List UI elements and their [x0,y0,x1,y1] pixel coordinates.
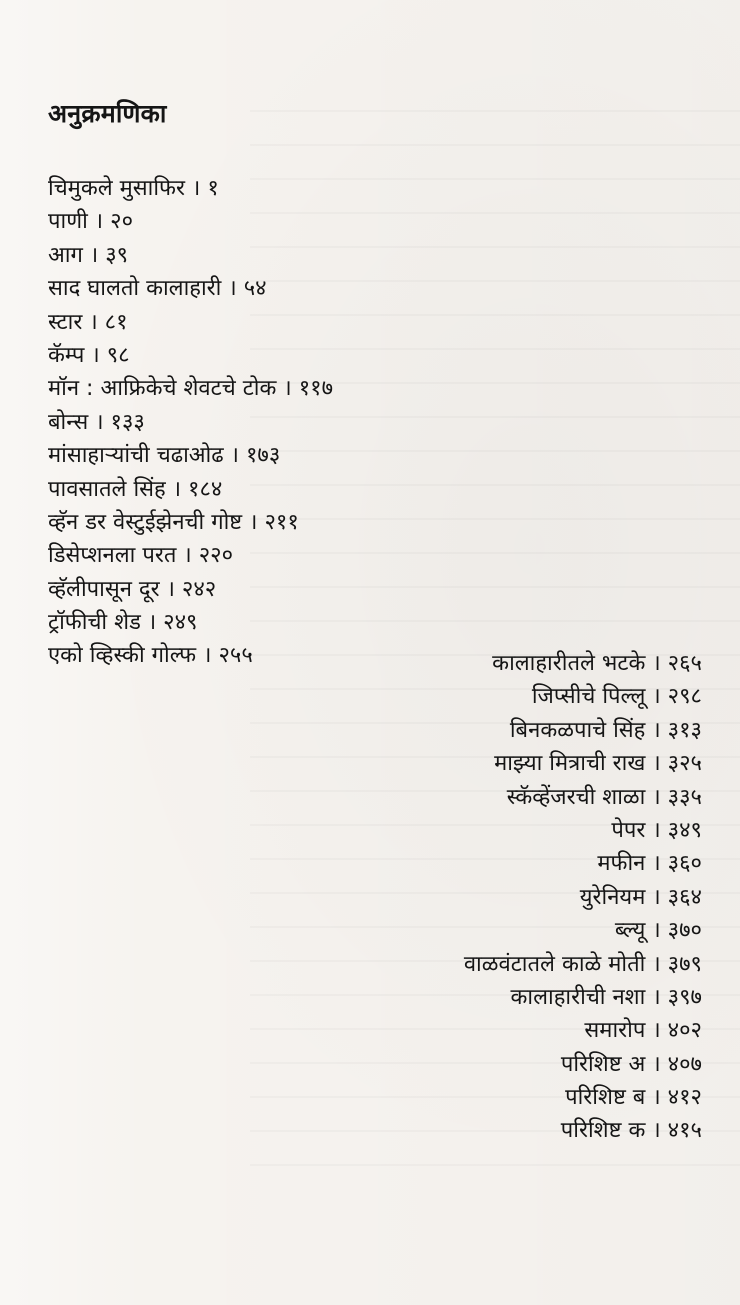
toc-entry: परिशिष्ट अ । ४०७ [560,1051,702,1077]
toc-entry: साद घालतो कालाहारी । ५४ [48,276,267,302]
toc-entry: पाणी । २० [48,209,134,235]
toc-entry: समारोप । ४०२ [584,1018,702,1044]
toc-entry: पेपर । ३४९ [611,817,702,843]
toc-entry: डिसेप्शनला परत । २२० [48,543,234,569]
toc-right-column [372,647,702,1148]
toc-entry: जिप्सीचे पिल्लू । २९८ [531,684,702,710]
toc-entry: कालाहारीची नशा । ३९७ [510,984,702,1010]
toc-entry: मफीन । ३६० [597,851,702,877]
toc-entry: स्कॅव्हेंजरची शाळा । ३३५ [506,784,702,810]
toc-entry: चिमुकले मुसाफिर । १ [48,176,219,201]
toc-entry: कालाहारीतले भटके । २६५ [492,651,702,676]
toc-entry: माझ्या मित्राची राख । ३२५ [494,751,702,777]
toc-entry: एको व्हिस्की गोल्फ । २५५ [48,643,253,669]
toc-entry: व्हॅन डर वेस्टुईझेनची गोष्ट । २११ [48,509,299,535]
toc-entry: वाळवंटातले काळे मोती । ३७९ [463,951,702,977]
toc-entry: युरेनियम । ३६४ [579,884,702,910]
toc-entry: स्टार । ८१ [48,309,128,335]
toc-entry: मॉन : आफ्रिकेचे शेवटचे टोक । ११७ [48,376,334,402]
toc-entry: ट्रॉफीची शेड । २४९ [48,610,198,636]
toc-entry: कॅम्प । ९८ [48,342,130,368]
toc-entry: ब्ल्यू । ३७० [614,918,702,944]
toc-entry: परिशिष्ट क । ४१५ [560,1118,702,1144]
toc-entry: मांसाहाऱ्यांची चढाओढ । १७३ [48,443,281,469]
toc-left-column [48,172,398,673]
page-title: अनुक्रमणिका [48,99,167,128]
toc-entry: व्हॅलीपासून दूर । २४२ [48,576,217,602]
toc-entry: बिनकळपाचे सिंह । ३१३ [509,717,702,743]
toc-entry: बोन्स । १३३ [48,409,145,435]
toc-entry: परिशिष्ट ब । ४१२ [565,1085,702,1111]
toc-entry: आग । ३९ [48,242,129,268]
toc-entry: पावसातले सिंह । १८४ [48,476,223,502]
